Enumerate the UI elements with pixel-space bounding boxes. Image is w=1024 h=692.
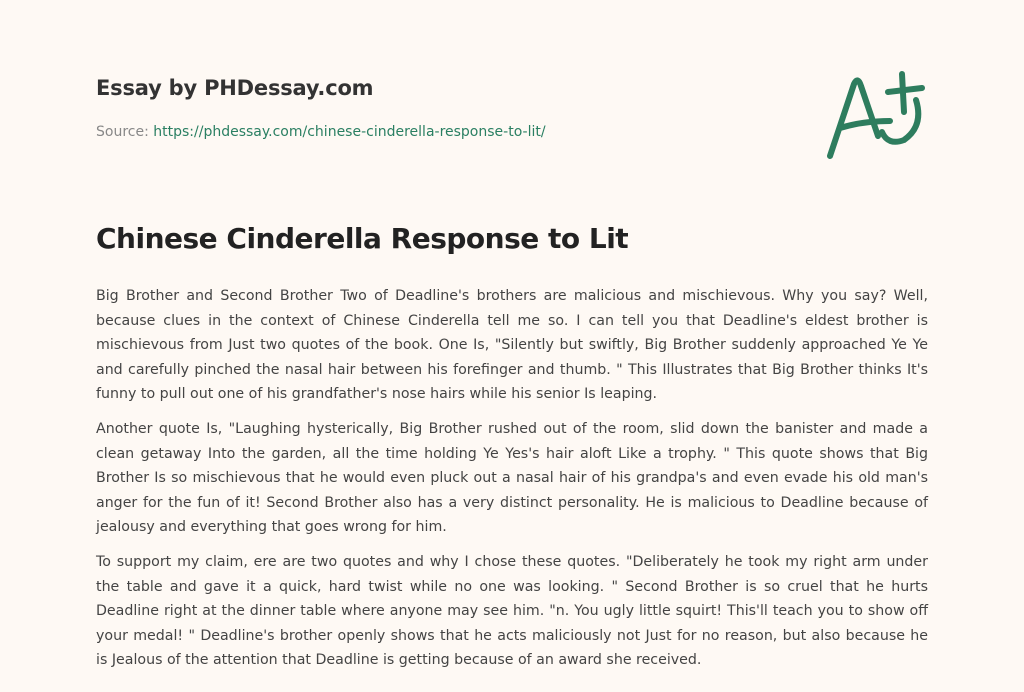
- paragraph: To support my claim, ere are two quotes and why I chose these quotes. "Deliberately he took my right arm under the table and gave it a quick, hard twist while no one was looking. " Second Brother is so cruel that he hurts Deadline right at the dinner table where anyone may see him. "n. You ugly little squirt! This'll teach you to show off your medal! " Deadline's brother openly shows that he acts maliciously not Just for no reason, but also because he is Jealous of the attention that Deadline is getting because of an award she received.: [96, 553, 928, 669]
- site-brand: Essay by PHDessay.com: [96, 76, 374, 100]
- a-plus-logo-icon: [818, 66, 938, 166]
- source-label: Source:: [96, 124, 149, 140]
- source-link[interactable]: https://phdessay.com/chinese-cinderella-response-to-lit/: [153, 124, 546, 140]
- paragraph: Another quote Is, "Laughing hysterically, Big Brother rushed out of the room, slid down the banister and made a clean getaway Into the garden, all the time holding Ye Yes's hair aloft Like a trophy. " This quote shows that Big Brother Is so mischievous that he would even pluck out a nasal hair of his grandpa's and even evade his old man's anger for the fun of it! Second Brother also has a very distinct personality. He is malicious to Deadline because of jealousy and everything that goes wrong for him.: [96, 420, 928, 536]
- paragraph: Big Brother and Second Brother Two of Deadline's brothers are malicious and mischievous. Why you say? Well, because clues in the context of Chinese Cinderella tell me so. I can tell you that Deadline's eldest brother is mischievous from Just two quotes of the book. One Is, "Silently but swiftly, Big Brother suddenly approached Ye Ye and carefully pinched the nasal hair between his forefinger and thumb. " This Illustrates that Big Brother thinks It's funny to pull out one of his grandfather's nose hairs while his senior Is leaping.: [96, 288, 928, 403]
- essay-body: [96, 284, 928, 683]
- essay-title: Chinese Cinderella Response to Lit: [96, 222, 629, 255]
- source-line: [96, 124, 546, 140]
